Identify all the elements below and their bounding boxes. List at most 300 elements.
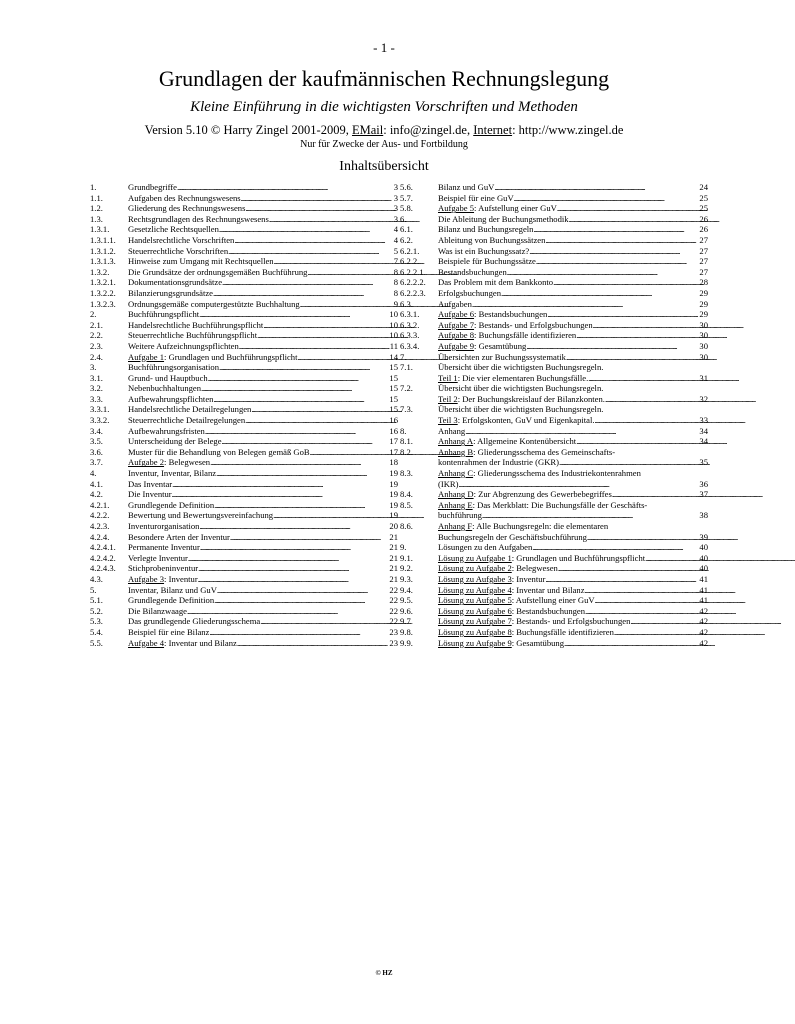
toc-entry-link[interactable]: Aufgabe 8 <box>438 330 475 341</box>
toc-entry-number: 3.3.1. <box>90 404 110 415</box>
toc-entry-number: 4.2.3. <box>90 521 110 531</box>
toc-leader-dots <box>187 606 388 617</box>
toc-entry-link[interactable]: Aufgabe 1 <box>128 351 165 362</box>
toc-entry-number: 5.5. <box>90 637 103 648</box>
toc-entry-title: Rechtsgrundlagen des Rechnungswesens <box>128 213 269 224</box>
toc-leader-dots <box>558 563 699 574</box>
toc-entry-page: 26 <box>699 224 708 235</box>
toc-entry-link[interactable]: Anhang A <box>438 436 474 447</box>
toc-entry-link[interactable]: Aufgabe 6 <box>438 309 475 320</box>
toc-entry[interactable] <box>90 457 398 468</box>
toc-entry[interactable] <box>400 394 708 405</box>
toc-entry[interactable] <box>400 457 708 468</box>
toc-entry-title: Die Bilanzwaage <box>128 605 187 616</box>
toc-entry[interactable] <box>400 235 708 246</box>
toc-entry[interactable] <box>90 426 398 437</box>
toc-entry[interactable] <box>90 320 398 331</box>
toc-entry-title: : Zur Abgrenzung des Gewerbebegriffes <box>473 489 612 500</box>
toc-entry[interactable] <box>400 447 708 458</box>
toc-entry-title: Das grundlegende Gliederungsschema <box>128 616 261 627</box>
toc-entry[interactable] <box>90 585 398 596</box>
toc-entry[interactable] <box>400 542 708 553</box>
toc-entry-number: 1.3.2.3. <box>90 298 116 309</box>
toc-entry-link[interactable]: Aufgabe 9 <box>438 340 475 351</box>
toc-leader-dots <box>595 415 699 426</box>
toc-entry-title: Aufgaben <box>438 298 472 309</box>
toc-entry-title: Was ist ein Buchungssatz? <box>438 245 530 256</box>
toc-entry-page: 10 <box>389 319 398 330</box>
toc-leader-dots <box>494 182 698 193</box>
toc-entry-page: 14 <box>389 351 398 362</box>
toc-entry-number: 6.3. <box>400 298 413 309</box>
toc-entry-page: 17 <box>389 446 398 457</box>
toc-leader-dots <box>300 299 393 310</box>
toc-entry-page: 4 <box>393 224 398 235</box>
toc-entry[interactable] <box>400 299 708 310</box>
toc-entry-title: Ordnungsgemäße computergestützte Buchhaltung <box>128 298 300 309</box>
toc-entry-page: 16 <box>389 425 398 436</box>
email-link[interactable]: EMail <box>351 123 384 137</box>
toc-entry[interactable] <box>400 606 708 617</box>
toc-entry-link[interactable]: Aufgabe 5 <box>438 203 475 214</box>
toc-entry-page: 21 <box>389 542 398 553</box>
toc-entry[interactable] <box>90 532 398 543</box>
toc-entry[interactable] <box>90 362 398 373</box>
toc-entry-title: : Bestands- und Erfolgsbuchungen <box>474 319 593 330</box>
toc-entry-number: 1.3. <box>90 213 103 224</box>
toc-entry-title: : Gliederungsschema des Industriekontenrahmen <box>473 468 641 479</box>
toc-leader-dots <box>213 288 393 299</box>
purpose-note: Nur für Zwecke der Aus- und Fortbildung <box>300 139 468 150</box>
toc-entry-title: Permanente Inventur <box>128 542 200 553</box>
toc-entry-title: Grundlegende Definition <box>128 499 215 510</box>
toc-entry-title: Gliederung des Rechnungswesens <box>128 203 246 214</box>
toc-entry-title: : Alle Buchungsregeln: die elementaren <box>472 521 609 531</box>
toc-entry[interactable] <box>400 574 708 585</box>
toc-entry-page: 40 <box>699 552 708 563</box>
toc-entry-title: : Gesamtübung <box>511 637 565 648</box>
toc-entry[interactable] <box>400 404 708 415</box>
toc-entry-number: 3.3. <box>90 393 103 404</box>
toc-leader-dots <box>217 585 388 596</box>
toc-entry-title: : Die vier elementaren Buchungsfälle. <box>457 372 589 383</box>
toc-entry[interactable] <box>90 203 398 214</box>
toc-entry-link[interactable]: Lösung zu Aufgabe 8 <box>438 626 512 637</box>
toc-entry-link[interactable]: Lösung zu Aufgabe 6 <box>438 605 512 616</box>
toc-entry-title: Übersichten zur Buchungssystematik <box>438 351 566 362</box>
toc-entry-title: Aufgaben des Rechnungswesens <box>128 192 241 203</box>
toc-entry[interactable] <box>400 182 708 193</box>
toc-leader-dots <box>545 235 698 246</box>
toc-entry[interactable] <box>400 256 708 267</box>
toc-leader-dots <box>585 585 699 596</box>
toc-entry-number: 6.3.1. <box>400 309 420 320</box>
toc-entry[interactable] <box>90 595 398 606</box>
toc-entry-number: 3.1. <box>90 372 103 383</box>
toc-leader-dots <box>587 532 698 543</box>
toc-entry-number: 3.2. <box>90 383 103 394</box>
toc-leader-dots <box>274 256 393 267</box>
toc-entry-number: 5.4. <box>90 626 103 637</box>
toc-entry-number: 6. <box>400 213 407 224</box>
toc-entry-title: : Aufstellung einer GuV <box>511 595 595 606</box>
toc-entry[interactable] <box>90 510 398 521</box>
toc-entry-title: Steuerrechtliche Vorschriften <box>128 245 229 256</box>
toc-leader-dots <box>526 341 698 352</box>
toc-entry-number: 1.3.1.1. <box>90 234 116 245</box>
toc-entry[interactable] <box>90 193 398 204</box>
toc-entry-number: 5.2. <box>90 605 103 616</box>
toc-leader-dots <box>177 182 393 193</box>
toc-leader-dots <box>209 627 388 638</box>
toc-entry-number: 8.6. <box>400 521 413 531</box>
toc-entry[interactable] <box>400 436 708 447</box>
toc-entry[interactable] <box>90 235 398 246</box>
toc-entry-title: Gesetzliche Rechtsquellen <box>128 224 219 235</box>
page-number: - 1 - <box>373 40 395 55</box>
toc-entry-number: 2.4. <box>90 351 103 362</box>
toc-entry-title: Übersicht über die wichtigsten Buchungsregeln. <box>438 404 604 415</box>
version-text: Version 5.10 © Harry Zingel 2001-2009, <box>144 123 352 137</box>
toc-entry[interactable] <box>90 638 398 649</box>
toc-entry-title: : Belegwesen <box>511 563 558 574</box>
toc-entry-link[interactable]: Lösung zu Aufgabe 2 <box>438 563 512 574</box>
toc-entry[interactable] <box>400 309 708 320</box>
toc-entry[interactable] <box>400 532 708 543</box>
toc-leader-dots <box>230 532 389 543</box>
toc-leader-dots <box>263 320 388 331</box>
toc-entry-number: 1.3.1.3. <box>90 256 116 267</box>
toc-leader-dots <box>576 436 698 447</box>
toc-entry-number: 1. <box>90 182 97 192</box>
toc-entry[interactable] <box>400 288 708 299</box>
toc-entry-number: 4.1. <box>90 478 103 489</box>
toc-entry[interactable] <box>90 553 398 564</box>
toc-entry-page: 40 <box>699 542 708 553</box>
toc-leader-dots <box>576 330 698 341</box>
toc-entry-number: 5.3. <box>90 616 103 627</box>
toc-entry[interactable] <box>400 224 708 235</box>
toc-entry-number: 3.7. <box>90 457 103 468</box>
toc-entry-title: : Bestandsbuchungen <box>474 309 548 320</box>
toc-leader-dots <box>612 489 699 500</box>
toc-entry-page: 22 <box>389 616 398 627</box>
toc-entry-page: 34 <box>699 425 708 436</box>
toc-entry-page: 19 <box>389 510 398 521</box>
toc-leader-dots <box>201 383 388 394</box>
toc-entry[interactable] <box>90 246 398 257</box>
toc-entry[interactable] <box>90 330 398 341</box>
toc-entry-number: 1.3.2.2. <box>90 287 116 298</box>
toc-entry-page: 35 <box>699 457 708 468</box>
toc-entry[interactable] <box>400 638 708 649</box>
toc-entry[interactable] <box>400 479 708 490</box>
toc-entry-title: Grundbegriffe <box>128 182 177 192</box>
toc-entry-title: Erfolgsbuchungen <box>438 287 502 298</box>
toc-entry[interactable] <box>400 616 708 627</box>
toc-entry[interactable] <box>400 521 708 532</box>
toc-leader-dots <box>245 415 388 426</box>
toc-entry[interactable] <box>400 246 708 257</box>
toc-entry-page: 30 <box>699 351 708 362</box>
toc-leader-dots <box>213 394 388 405</box>
toc-entry-title: Bestandsbuchungen <box>438 266 507 277</box>
toc-entry-title: Handelsrechtliche Detailregelungen <box>128 404 252 415</box>
toc-entry[interactable] <box>90 616 398 627</box>
toc-entry[interactable] <box>90 574 398 585</box>
toc-leader-dots <box>529 246 698 257</box>
toc-entry-page: 25 <box>699 192 708 203</box>
toc-entry[interactable] <box>400 468 708 479</box>
toc-entry-page: 23 <box>389 637 398 648</box>
toc-entry-number: 3. <box>90 362 97 373</box>
toc-entry-title: : Buchungsfälle identifizieren <box>474 330 577 341</box>
toc-entry[interactable] <box>90 479 398 490</box>
toc-entry[interactable] <box>400 330 708 341</box>
toc-entry-link[interactable]: Lösung zu Aufgabe 7 <box>438 616 512 627</box>
toc-entry-page: 8 <box>393 277 398 288</box>
toc-leader-dots <box>547 309 698 320</box>
toc-leader-dots <box>200 542 389 553</box>
toc-entry-title: Weitere Aufzeichnungspflichten <box>128 340 239 351</box>
toc-entry-number: 6.2.1. <box>400 245 420 256</box>
toc-entry[interactable] <box>90 309 398 320</box>
toc-entry[interactable] <box>90 447 398 458</box>
toc-entry-page: 11 <box>389 340 398 351</box>
toc-entry[interactable] <box>90 352 398 363</box>
toc-entry-number: 6.2.2.2. <box>400 277 426 288</box>
toc-entry-page: 18 <box>389 457 398 468</box>
toc-entry-link[interactable]: Anhang C <box>438 468 474 479</box>
toc-entry-link[interactable]: Teil 2 <box>438 393 458 404</box>
toc-entry-page: 4 <box>393 234 398 245</box>
toc-entry-link[interactable]: Aufgabe 2 <box>128 457 165 468</box>
toc-entry-title: Lösungen zu den Aufgaben <box>438 542 533 553</box>
toc-entry-link[interactable]: Lösung zu Aufgabe 9 <box>438 637 512 648</box>
toc-entry[interactable] <box>400 341 708 352</box>
toc-entry[interactable] <box>400 500 708 511</box>
toc-left-column <box>90 182 398 648</box>
toc-entry[interactable] <box>90 563 398 574</box>
toc-entry[interactable] <box>400 426 708 437</box>
internet-link[interactable]: Internet <box>473 123 513 137</box>
toc-entry-page: 21 <box>389 563 398 574</box>
toc-leader-dots <box>172 489 389 500</box>
toc-leader-dots <box>553 277 698 288</box>
toc-entry[interactable] <box>90 267 398 278</box>
toc-entry-title: Verlegte Inventur <box>128 552 188 563</box>
toc-entry-number: 4.2.4. <box>90 531 110 542</box>
toc-entry-page: 8 <box>393 287 398 298</box>
toc-entry[interactable] <box>90 256 398 267</box>
toc-entry-title: Grund- und Hauptbuch <box>128 372 208 383</box>
toc-entry-number: 4.2.1. <box>90 499 110 510</box>
toc-entry-page: 34 <box>699 436 708 447</box>
toc-entry-number: 9.4. <box>400 584 413 595</box>
toc-entry-title: Besondere Arten der Inventur <box>128 531 230 542</box>
toc-entry[interactable] <box>90 436 398 447</box>
toc-entry-link[interactable]: Aufgabe 3 <box>128 573 165 584</box>
toc-right-column <box>400 182 708 648</box>
toc-entry-page: 7 <box>393 256 398 267</box>
toc-entry-page: 22 <box>389 595 398 606</box>
toc-leader-dots <box>219 224 393 235</box>
toc-entry-link[interactable]: Anhang F <box>438 521 473 531</box>
toc-entry[interactable] <box>400 585 708 596</box>
toc-entry-page: 19 <box>389 468 398 479</box>
toc-entry[interactable] <box>90 468 398 479</box>
toc-entry-link[interactable]: Aufgabe 4 <box>128 637 165 648</box>
toc-entry-number: 2.1. <box>90 319 103 330</box>
toc-entry-title: Bilanz und Buchungsregeln <box>438 224 534 235</box>
toc-entry[interactable] <box>90 182 398 193</box>
toc-entry[interactable] <box>90 542 398 553</box>
toc-entry[interactable] <box>90 299 398 310</box>
toc-entry[interactable] <box>90 404 398 415</box>
toc-entry-title: Das Problem mit dem Bankkonto <box>438 277 554 288</box>
toc-entry[interactable] <box>400 277 708 288</box>
email-value: : info@zingel.de, <box>383 123 474 137</box>
toc-leader-dots <box>310 447 389 458</box>
toc-entry-number: 4.2.4.2. <box>90 552 116 563</box>
toc-entry-page: 15 <box>389 362 398 373</box>
toc-entry-title: Aufbewahrungspflichten <box>128 393 214 404</box>
toc-entry[interactable] <box>400 595 708 606</box>
toc-entry[interactable] <box>90 277 398 288</box>
toc-entry-title: (IKR) <box>438 478 459 489</box>
toc-entry-link[interactable]: Teil 3 <box>438 415 458 426</box>
toc-entry-number: 6.2. <box>400 234 413 245</box>
toc-leader-dots <box>239 341 389 352</box>
toc-entry-title: Die Inventur <box>128 489 172 500</box>
toc-leader-dots <box>273 510 388 521</box>
toc-entry-link[interactable]: Lösung zu Aufgabe 5 <box>438 595 512 606</box>
toc-leader-dots <box>297 352 388 363</box>
toc-entry[interactable] <box>90 224 398 235</box>
toc-entry[interactable] <box>400 373 708 384</box>
toc-entry-number: 7.1. <box>400 362 413 373</box>
toc-entry-number: 1.3.1.2. <box>90 245 116 256</box>
toc-entry[interactable] <box>90 383 398 394</box>
toc-entry[interactable] <box>400 352 708 363</box>
toc-entry-page: 15 <box>389 404 398 415</box>
toc-entry-page: 33 <box>699 415 708 426</box>
toc-leader-dots <box>257 330 388 341</box>
toc-entry[interactable] <box>400 362 708 373</box>
toc-entry-number: 5. <box>90 584 97 595</box>
toc-entry-link[interactable]: Lösung zu Aufgabe 1 <box>438 552 512 563</box>
toc-entry-page: 22 <box>389 584 398 595</box>
toc-entry-link[interactable]: Lösung zu Aufgabe 4 <box>438 584 512 595</box>
toc-entry-number: 5.1. <box>90 595 103 606</box>
toc-entry-page: 22 <box>389 605 398 616</box>
toc-entry[interactable] <box>90 394 398 405</box>
footer-copyright: © HZ <box>375 969 393 977</box>
toc-entry-title: Beispiel für eine Bilanz <box>128 626 210 637</box>
toc-entry[interactable] <box>400 267 708 278</box>
toc-entry-number: 9.3. <box>400 573 413 584</box>
toc-entry-title: : Grundlagen und Buchführungspflicht <box>511 552 646 563</box>
toc-entry[interactable] <box>90 415 398 426</box>
toc-entry[interactable] <box>90 627 398 638</box>
toc-entry-title: Grundlegende Definition <box>128 595 215 606</box>
toc-entry[interactable] <box>400 203 708 214</box>
toc-entry-link[interactable]: Lösung zu Aufgabe 3 <box>438 573 512 584</box>
toc-entry-page: 31 <box>699 372 708 383</box>
toc-leader-dots <box>219 362 388 373</box>
toc-entry[interactable] <box>400 627 708 638</box>
toc-entry-link[interactable]: Anhang D <box>438 489 474 500</box>
toc-entry-number: 1.3.1. <box>90 224 110 235</box>
toc-entry-title: Beispiele für Buchungssätze <box>438 256 536 267</box>
toc-entry-title: : Inventur <box>511 573 546 584</box>
toc-entry-page: 42 <box>699 616 708 627</box>
toc-leader-dots <box>245 203 392 214</box>
toc-entry-page: 19 <box>389 478 398 489</box>
toc-entry[interactable] <box>90 288 398 299</box>
toc-entry-page: 42 <box>699 605 708 616</box>
toc-entry-number: 6.1. <box>400 224 413 235</box>
toc-entry-title: Buchführungspflicht <box>128 309 200 320</box>
toc-entry-title: Bilanz und GuV <box>438 182 495 192</box>
toc-leader-dots <box>532 542 698 553</box>
toc-leader-dots <box>251 404 388 415</box>
toc-entry[interactable] <box>400 553 708 564</box>
toc-entry-number: 4.2.4.3. <box>90 563 116 574</box>
toc-entry[interactable] <box>400 489 708 500</box>
toc-entry[interactable] <box>400 563 708 574</box>
toc-leader-dots <box>205 426 389 437</box>
toc-entry-page: 30 <box>699 340 708 351</box>
toc-leader-dots <box>588 373 698 384</box>
toc-entry-title: : Belegwesen <box>164 457 211 468</box>
toc-entry-title: Die Grundsätze der ordnungsgemäßen Buchführung <box>128 266 308 277</box>
toc-entry[interactable] <box>400 214 708 225</box>
toc-leader-dots <box>569 214 699 225</box>
toc-entry[interactable] <box>90 521 398 532</box>
toc-entry-number: 7. <box>400 351 407 362</box>
toc-entry[interactable] <box>90 489 398 500</box>
toc-leader-dots <box>595 595 699 606</box>
toc-entry-page: 9 <box>393 298 398 309</box>
toc-entry-link[interactable]: Aufgabe 7 <box>438 319 475 330</box>
toc-entry-title: Die Ableitung der Buchungsmethodik <box>438 213 569 224</box>
toc-entry[interactable] <box>400 193 708 204</box>
toc-entry[interactable] <box>400 415 708 426</box>
toc-entry-page: 25 <box>699 203 708 214</box>
toc-entry-page: 42 <box>699 626 708 637</box>
toc-entry[interactable] <box>90 606 398 617</box>
toc-entry-link[interactable]: Teil 1 <box>438 372 458 383</box>
toc-leader-dots <box>307 267 392 278</box>
toc-entry-title: Steuerrechtliche Buchführungspflicht <box>128 330 258 341</box>
toc-leader-dots <box>216 468 388 479</box>
toc-entry-number: 1.3.2. <box>90 266 110 277</box>
toc-entry-link[interactable]: Anhang B <box>438 446 474 457</box>
toc-entry-title: Beispiel für eine GuV <box>438 192 514 203</box>
toc-entry[interactable] <box>400 320 708 331</box>
toc-entry-page: 8 <box>393 266 398 277</box>
toc-entry[interactable] <box>400 383 708 394</box>
toc-entry[interactable] <box>400 510 708 521</box>
toc-entry[interactable] <box>90 373 398 384</box>
toc-entry[interactable] <box>90 500 398 511</box>
toc-entry-number: 7.2. <box>400 383 413 394</box>
toc-entry[interactable] <box>90 214 398 225</box>
toc-entry[interactable] <box>90 341 398 352</box>
toc-entry-page: 41 <box>699 584 708 595</box>
toc-entry-link[interactable]: Anhang E <box>438 499 473 510</box>
